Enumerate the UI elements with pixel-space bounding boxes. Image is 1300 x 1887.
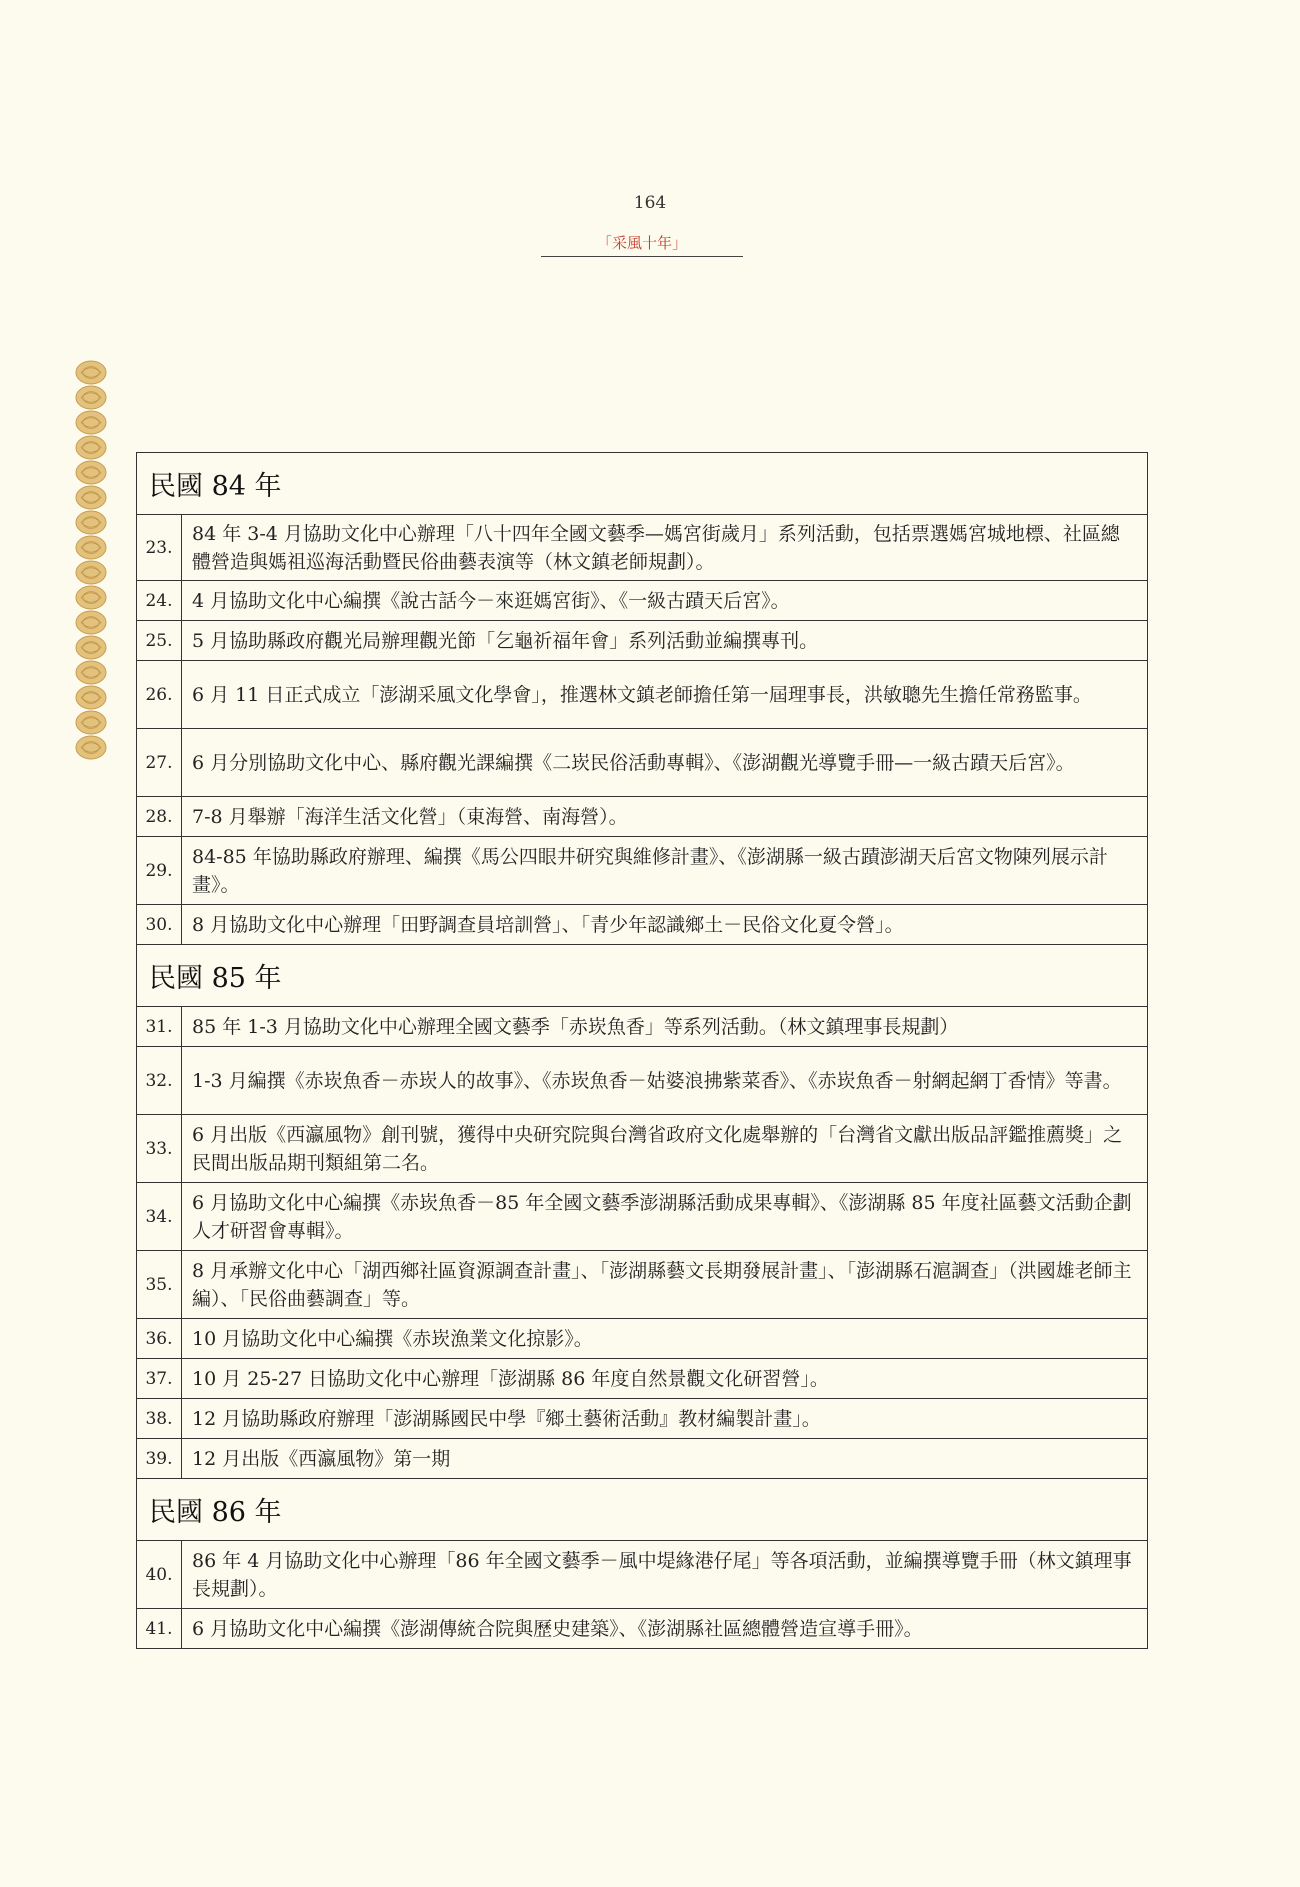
entry-text: 6 月協助文化中心編撰《澎湖傳統合院與歷史建築》、《澎湖縣社區總體營造宣導手冊》。: [182, 1609, 1148, 1649]
entry-number: 31.: [137, 1007, 182, 1047]
entry-number: 27.: [137, 729, 182, 797]
entry-number: 32.: [137, 1047, 182, 1115]
decorative-ornament-strip: [72, 360, 110, 760]
entry-text: 10 月協助文化中心編撰《赤崁漁業文化掠影》。: [182, 1319, 1148, 1359]
table-row: [137, 1439, 1148, 1479]
entry-text: 84 年 3-4 月協助文化中心辦理「八十四年全國文藝季—媽宮街歲月」系列活動，包括票選媽宮城地標、社區總體營造與媽祖巡海活動暨民俗曲藝表演等（林文鎮老師規劃）。: [182, 515, 1148, 581]
entry-number: 26.: [137, 661, 182, 729]
year-heading: 民國 85 年: [137, 945, 1148, 1007]
entry-text: 5 月協助縣政府觀光局辦理觀光節「乞龜祈福年會」系列活動並編撰專刊。: [182, 621, 1148, 661]
entry-text: 8 月協助文化中心辦理「田野調查員培訓營」、「青少年認識鄉土－民俗文化夏令營」。: [182, 905, 1148, 945]
year-heading: 民國 86 年: [137, 1479, 1148, 1541]
running-title: 「采風十年」: [541, 232, 743, 257]
entry-text: 85 年 1-3 月協助文化中心辦理全國文藝季「赤崁魚香」等系列活動。（林文鎮理事長規劃）: [182, 1007, 1148, 1047]
entry-text: 86 年 4 月協助文化中心辦理「86 年全國文藝季－風中堤緣港仔尾」等各項活動，並編撰導覽手冊（林文鎮理事長規劃）。: [182, 1541, 1148, 1609]
entry-number: 30.: [137, 905, 182, 945]
year-row: [137, 1479, 1148, 1541]
entry-number: 39.: [137, 1439, 182, 1479]
table-row: [137, 621, 1148, 661]
table-row: [137, 1609, 1148, 1649]
entry-text: 12 月協助縣政府辦理「澎湖縣國民中學『鄉土藝術活動』教材編製計畫」。: [182, 1399, 1148, 1439]
entry-number: 25.: [137, 621, 182, 661]
entry-text: 6 月協助文化中心編撰《赤崁魚香－85 年全國文藝季澎湖縣活動成果專輯》、《澎湖縣 85 年度社區藝文活動企劃人才研習會專輯》。: [182, 1183, 1148, 1251]
entry-text: 10 月 25-27 日協助文化中心辦理「澎湖縣 86 年度自然景觀文化研習營」。: [182, 1359, 1148, 1399]
table-row: [137, 729, 1148, 797]
table-row: [137, 581, 1148, 621]
table-row: [137, 1399, 1148, 1439]
table-row: [137, 837, 1148, 905]
entry-text: 4 月協助文化中心編撰《說古話今－來逛媽宮街》、《一級古蹟天后宮》。: [182, 581, 1148, 621]
entry-number: 33.: [137, 1115, 182, 1183]
table-row: [137, 1183, 1148, 1251]
entry-text: 8 月承辦文化中心「湖西鄉社區資源調查計畫」、「澎湖縣藝文長期發展計畫」、「澎湖縣石滬調查」（洪國雄老師主編）、「民俗曲藝調查」等。: [182, 1251, 1148, 1319]
table-row: [137, 797, 1148, 837]
table-row: [137, 1319, 1148, 1359]
entry-text: 12 月出版《西瀛風物》第一期: [182, 1439, 1148, 1479]
entry-text: 84-85 年協助縣政府辦理、編撰《馬公四眼井研究與維修計畫》、《澎湖縣一級古蹟澎湖天后宮文物陳列展示計畫》。: [182, 837, 1148, 905]
year-heading: 民國 84 年: [137, 453, 1148, 515]
entry-number: 28.: [137, 797, 182, 837]
table-row: [137, 1359, 1148, 1399]
table-row: [137, 661, 1148, 729]
entry-text: 6 月分別協助文化中心、縣府觀光課編撰《二崁民俗活動專輯》、《澎湖觀光導覽手冊—一級古蹟天后宮》。: [182, 729, 1148, 797]
entry-number: 35.: [137, 1251, 182, 1319]
entry-number: 23.: [137, 515, 182, 581]
entry-number: 34.: [137, 1183, 182, 1251]
entry-number: 36.: [137, 1319, 182, 1359]
entry-number: 29.: [137, 837, 182, 905]
entry-number: 37.: [137, 1359, 182, 1399]
entry-text: 6 月 11 日正式成立「澎湖采風文化學會」，推選林文鎮老師擔任第一屆理事長，洪敏聰先生擔任常務監事。: [182, 661, 1148, 729]
chronology-table: [136, 452, 1148, 1649]
table-row: [137, 1115, 1148, 1183]
entry-number: 38.: [137, 1399, 182, 1439]
table-row: [137, 1541, 1148, 1609]
table-row: [137, 1007, 1148, 1047]
entry-text: 6 月出版《西瀛風物》創刊號，獲得中央研究院與台灣省政府文化處舉辦的「台灣省文獻出版品評鑑推薦獎」之民間出版品期刊類組第二名。: [182, 1115, 1148, 1183]
table-row: [137, 515, 1148, 581]
year-row: [137, 453, 1148, 515]
entry-number: 24.: [137, 581, 182, 621]
table-row: [137, 905, 1148, 945]
table-row: [137, 1047, 1148, 1115]
table-row: [137, 1251, 1148, 1319]
entry-text: 1-3 月編撰《赤崁魚香－赤崁人的故事》、《赤崁魚香－姑婆浪拂紫菜香》、《赤崁魚香－射網起網丁香情》等書。: [182, 1047, 1148, 1115]
year-row: [137, 945, 1148, 1007]
entry-number: 41.: [137, 1609, 182, 1649]
page-number: 164: [633, 193, 667, 213]
entry-number: 40.: [137, 1541, 182, 1609]
entry-text: 7-8 月舉辦「海洋生活文化營」（東海營、南海營）。: [182, 797, 1148, 837]
